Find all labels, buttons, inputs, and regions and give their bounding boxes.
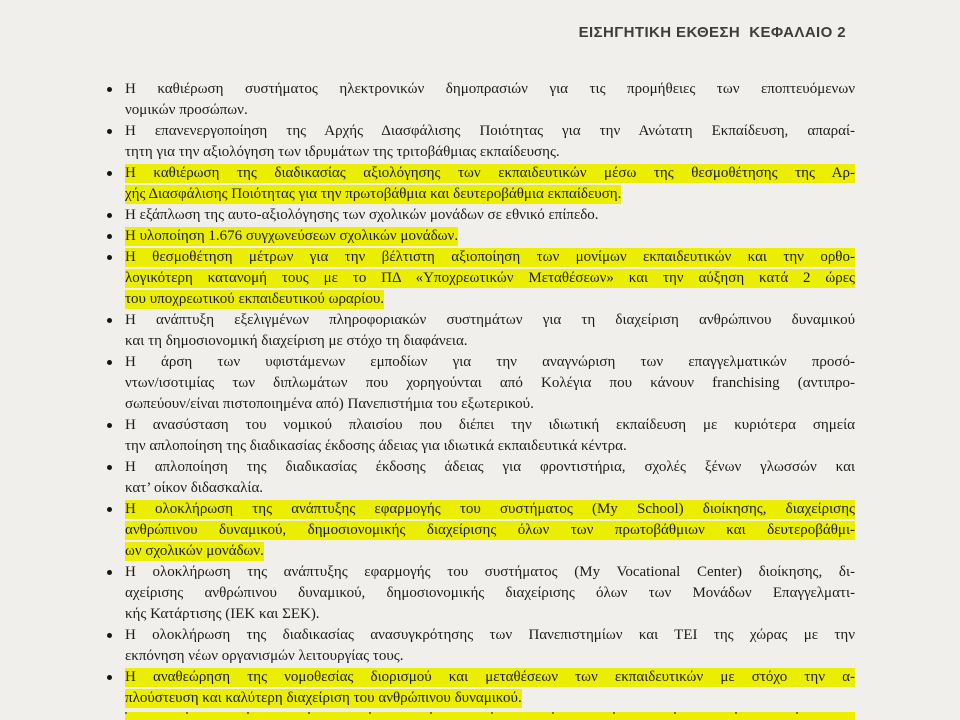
- text-line: ανθρώπινου δυναμικού, δημοσιονομικής διαχείρισης όλων των πρωτοβάθμιων και δευτεροβάθμι-: [125, 522, 855, 538]
- clipped-highlighted-line: [125, 709, 855, 720]
- bullet-item: [125, 163, 855, 205]
- bullet-icon: [107, 633, 112, 638]
- text-line: την απλοποίηση της διαδικασίας έκδοσης άδειας για ιδιωτικά εκπαιδευτικά κέντρα.: [125, 438, 627, 454]
- bullet-text: [125, 625, 855, 667]
- text-line: λογικότερη κατανομή τους με το ΠΔ «Υποχρεωτικών Μεταθέσεων» και την αύξηση κατά 2 ώρες: [125, 270, 855, 286]
- bullet-text: [125, 562, 855, 625]
- bullet-item: [125, 79, 855, 121]
- bullet-text: [125, 415, 855, 457]
- bullet-text: [125, 79, 855, 121]
- text-line: εκπόνηση νέων οργανισμών λειτουργίας τους.: [125, 648, 404, 664]
- bullet-item: [125, 625, 855, 667]
- bullet-item: [125, 247, 855, 310]
- bullet-icon: [107, 570, 112, 575]
- text-line: πλούστευση και καλύτερη διαχείριση του ανθρώπινου δυναμικού.: [125, 690, 522, 706]
- text-line: Η υλοποίηση 1.676 συγχωνεύσεων σχολικών μονάδων.: [125, 228, 459, 244]
- text-line: Η απλοποίηση της διαδικασίας έκδοσης άδειας για φροντιστήρια, σχολές ξένων γλωσσών και: [125, 459, 855, 475]
- text-line: και τη δημοσιονομική διαχείριση με στόχο τη διαφάνεια.: [125, 333, 468, 349]
- text-line: κατ’ οίκον διδασκαλία.: [125, 480, 264, 496]
- text-line: σωπεύουν/είναι πιστοποιημένα από) Πανεπιστήμια του εξωτερικού.: [125, 396, 534, 412]
- bullet-text: [125, 121, 855, 163]
- bullet-text: [125, 499, 855, 562]
- bullet-icon: [107, 465, 112, 470]
- text-line: Η καθιέρωση συστήματος ηλεκτρονικών δημοπρασιών για τις προμήθειες των εποπτευόμενων: [125, 81, 855, 97]
- bullet-item: [125, 457, 855, 499]
- text-line: τητη για την αξιολόγηση των ιδρυμάτων της τριτοβάθμιας εκπαίδευσης.: [125, 144, 560, 160]
- bullet-item: [125, 667, 855, 709]
- bullet-item: [125, 121, 855, 163]
- text-line: Η αναθεώρηση της νομοθεσίας διορισμού και μεταθέσεων των εκπαιδευτικών με στόχο την α-: [125, 669, 855, 685]
- text-line: νομικών προσώπων.: [125, 102, 248, 118]
- text-line: Η εξάπλωση της αυτο-αξιολόγησης των σχολικών μονάδων σε εθνικό επίπεδο.: [125, 207, 599, 223]
- bullet-icon: [107, 675, 112, 680]
- bullet-text: [125, 457, 855, 499]
- bullet-item: [125, 310, 855, 352]
- text-line: κής Κατάρτισης (ΙΕΚ και ΣΕΚ).: [125, 606, 320, 622]
- text-line: Η θεσμοθέτηση μέτρων για την βέλτιστη αξιοποίηση των μονίμων εκπαιδευτικών και την ορθο-: [125, 249, 855, 265]
- bullet-text: [125, 205, 855, 226]
- bullet-item: [125, 226, 855, 247]
- text-line: Η άρση των υφιστάμενων εμποδίων για την αναγνώριση των επαγγελματικών προσό-: [125, 354, 855, 370]
- text-line: Η ανάπτυξη εξελιγμένων πληροφοριακών συστημάτων για τη διαχείριση ανθρώπινου δυναμικού: [125, 312, 855, 328]
- bullet-item: [125, 562, 855, 625]
- page-header-title: ΕΙΣΗΓΗΤΙΚΗ ΕΚΘΕΣΗ ΚΕΦΑΛΑΙΟ 2: [578, 24, 846, 41]
- bullet-text: [125, 352, 855, 415]
- bullet-icon: [107, 87, 112, 92]
- bullet-icon: [107, 129, 112, 134]
- bullet-text: [125, 226, 855, 247]
- text-line: του υποχρεωτικού εκπαιδευτικού ωραρίου.: [125, 291, 384, 307]
- bullet-icon: [107, 360, 112, 365]
- bullet-icon: [107, 213, 112, 218]
- bullet-icon: [107, 255, 112, 260]
- text-line: χής Διασφάλισης Ποιότητας για την πρωτοβάθμια και δευτεροβάθμια εκπαίδευση.: [125, 186, 622, 202]
- bullet-icon: [107, 234, 112, 239]
- bullet-item: [125, 499, 855, 562]
- text-line: Η επανενεργοποίηση της Αρχής Διασφάλισης Ποιότητας για την Ανώτατη Εκπαίδευση, απαραί-: [125, 123, 855, 139]
- text-line: Η ολοκλήρωση της διαδικασίας ανασυγκρότησης των Πανεπιστημίων και ΤΕΙ της χώρας με την: [125, 627, 855, 643]
- text-line: ντων/ισοτιμίας των διπλωμάτων που χορηγούνται από Κολέγια που κάνουν franchising (αντιπρο-: [125, 375, 855, 391]
- bullet-item: [125, 205, 855, 226]
- bullet-item: [125, 415, 855, 457]
- bullet-icon: [107, 507, 112, 512]
- bullet-item: [125, 352, 855, 415]
- text-line: Η ανασύσταση του νομικού πλαισίου που διέπει την ιδιωτική εκπαίδευση με κυριότερα σημεία: [125, 417, 855, 433]
- text-line: ων σχολικών μονάδων.: [125, 543, 264, 559]
- text-line: Η ολοκλήρωση της ανάπτυξης εφαρμογής του συστήματος (My Vocational Center) διοίκησης, δι-: [125, 564, 855, 580]
- bullet-icon: [107, 171, 112, 176]
- bullet-text: [125, 667, 855, 709]
- bullet-text: [125, 163, 855, 205]
- bullet-text: [125, 310, 855, 352]
- text-line: αχείρισης ανθρώπινου δυναμικού, δημοσιονομικής διαχείρισης όλων των Μονάδων Επαγγελματι-: [125, 585, 855, 601]
- text-line: Η ολοκλήρωση της ανάπτυξης εφαρμογής του συστήματος (My School) διοίκησης, διαχείρισης: [125, 501, 855, 517]
- bullet-icon: [107, 423, 112, 428]
- highlight-bar: [125, 712, 855, 720]
- document-body: [125, 79, 855, 720]
- bullet-icon: [107, 318, 112, 323]
- bullet-text: [125, 247, 855, 310]
- text-line: Η καθιέρωση της διαδικασίας αξιολόγησης των εκπαιδευτικών μέσω της θεσμοθέτησης της Αρ-: [125, 165, 855, 181]
